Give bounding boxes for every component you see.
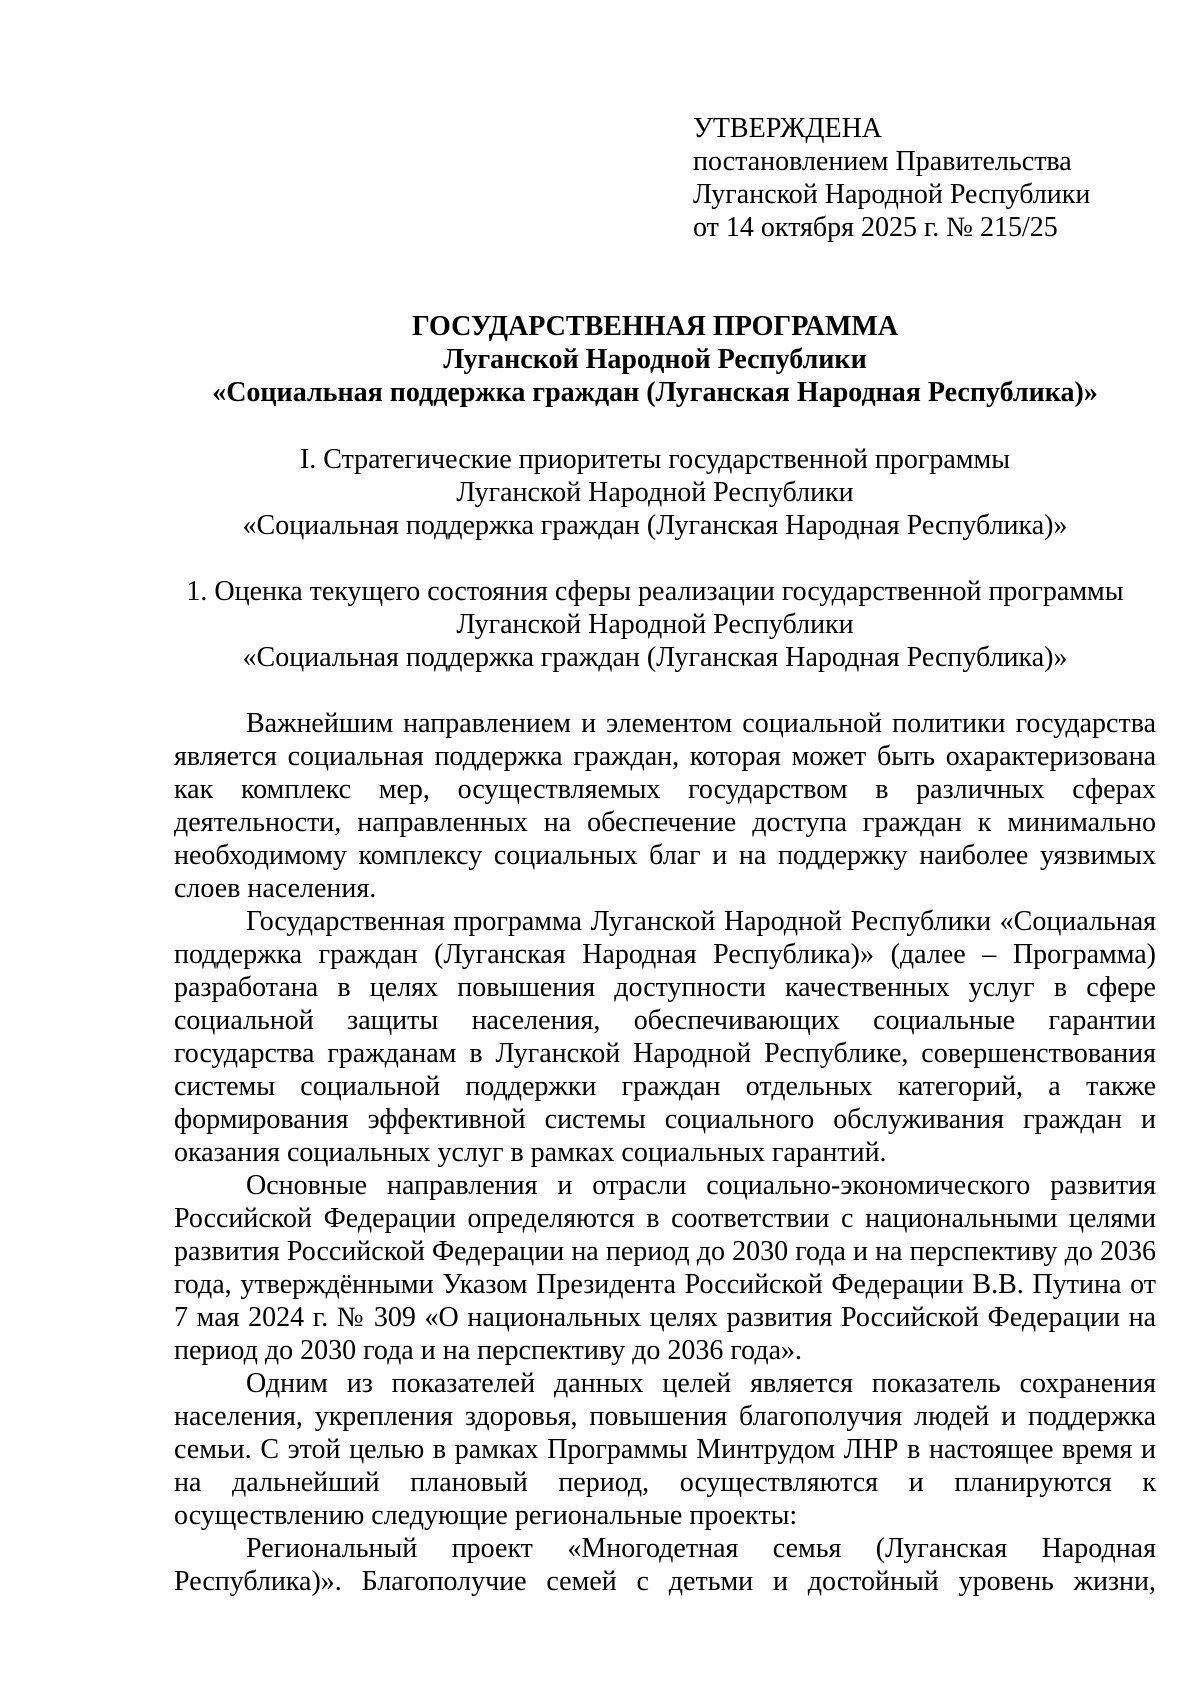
title-line: ГОСУДАРСТВЕННАЯ ПРОГРАММА bbox=[411, 311, 899, 342]
subsection-heading bbox=[120, 575, 1190, 674]
paragraph: Одним из показателей данных целей является показатель сохранения населения, укрепления здоровья, повышения благополучия людей и поддержка семьи. С этой целью в рамках Программы Минтрудом ЛНР в настоящее время и на дальнейший плановый период, осуществляются и планируются к осуществлению следующие региональные проекты: bbox=[174, 1368, 1156, 1531]
section-heading bbox=[120, 443, 1190, 542]
approval-line: от 14 октября 2025 г. № 215/25 bbox=[693, 212, 1058, 243]
body-text bbox=[174, 707, 1156, 1598]
heading-line: Луганской Народной Республики bbox=[456, 609, 854, 640]
document-title bbox=[120, 310, 1190, 409]
approval-line: УТВЕРЖДЕНА bbox=[693, 113, 883, 144]
heading-line: 1. Оценка текущего состояния сферы реализации государственной программы bbox=[186, 576, 1124, 607]
approval-line: постановлением Правительства bbox=[693, 146, 1072, 177]
paragraph: Основные направления и отрасли социально-экономического развития Российской Федерации определяются в соответствии с национальными целями развития Российской Федерации на период до 2030 года и на перспективу до 2036 года, утверждёнными Указом Президента Российской Федерации В.В. Путина от 7 мая 2024 г. № 309 «О национальных целях развития Российской Федерации на период до 2030 года и на перспективу до 2036 года». bbox=[174, 1170, 1156, 1366]
heading-line: «Социальная поддержка граждан (Луганская Народная Республика)» bbox=[242, 642, 1068, 673]
paragraph: Региональный проект «Многодетная семья (Луганская Народная Республика)». Благополучие семей с детьми и достойный уровень жизни, bbox=[174, 1533, 1156, 1597]
heading-line: «Социальная поддержка граждан (Луганская Народная Республика)» bbox=[242, 510, 1068, 541]
approval-line: Луганской Народной Республики bbox=[693, 179, 1091, 210]
heading-line: I. Стратегические приоритеты государственной программы bbox=[299, 444, 1011, 475]
title-line: Луганской Народной Республики bbox=[443, 344, 867, 375]
paragraph: Государственная программа Луганской Народной Республики «Социальная поддержка граждан (Луганская Народная Республика)» (далее – Программа) разработана в целях повышения доступности качественных услуг в сфере социальной защиты населения, обеспечивающих социальные гарантии государства гражданам в Луганской Народной Республике, совершенствования системы социальной поддержки граждан отдельных категорий, а также формирования эффективной системы социального обслуживания граждан и оказания социальных услуг в рамках социальных гарантий. bbox=[174, 906, 1156, 1168]
heading-line: Луганской Народной Республики bbox=[456, 477, 854, 508]
paragraph: Важнейшим направлением и элементом социальной политики государства является социальная поддержка граждан, которая может быть охарактеризована как комплекс мер, осуществляемых государством в различных сферах деятельности, направленных на обеспечение доступа граждан к минимально необходимому комплексу социальных благ и на поддержку наиболее уязвимых слоев населения. bbox=[174, 708, 1156, 904]
approval-stamp bbox=[693, 112, 1090, 244]
title-line: «Социальная поддержка граждан (Луганская Народная Республика)» bbox=[212, 377, 1098, 408]
